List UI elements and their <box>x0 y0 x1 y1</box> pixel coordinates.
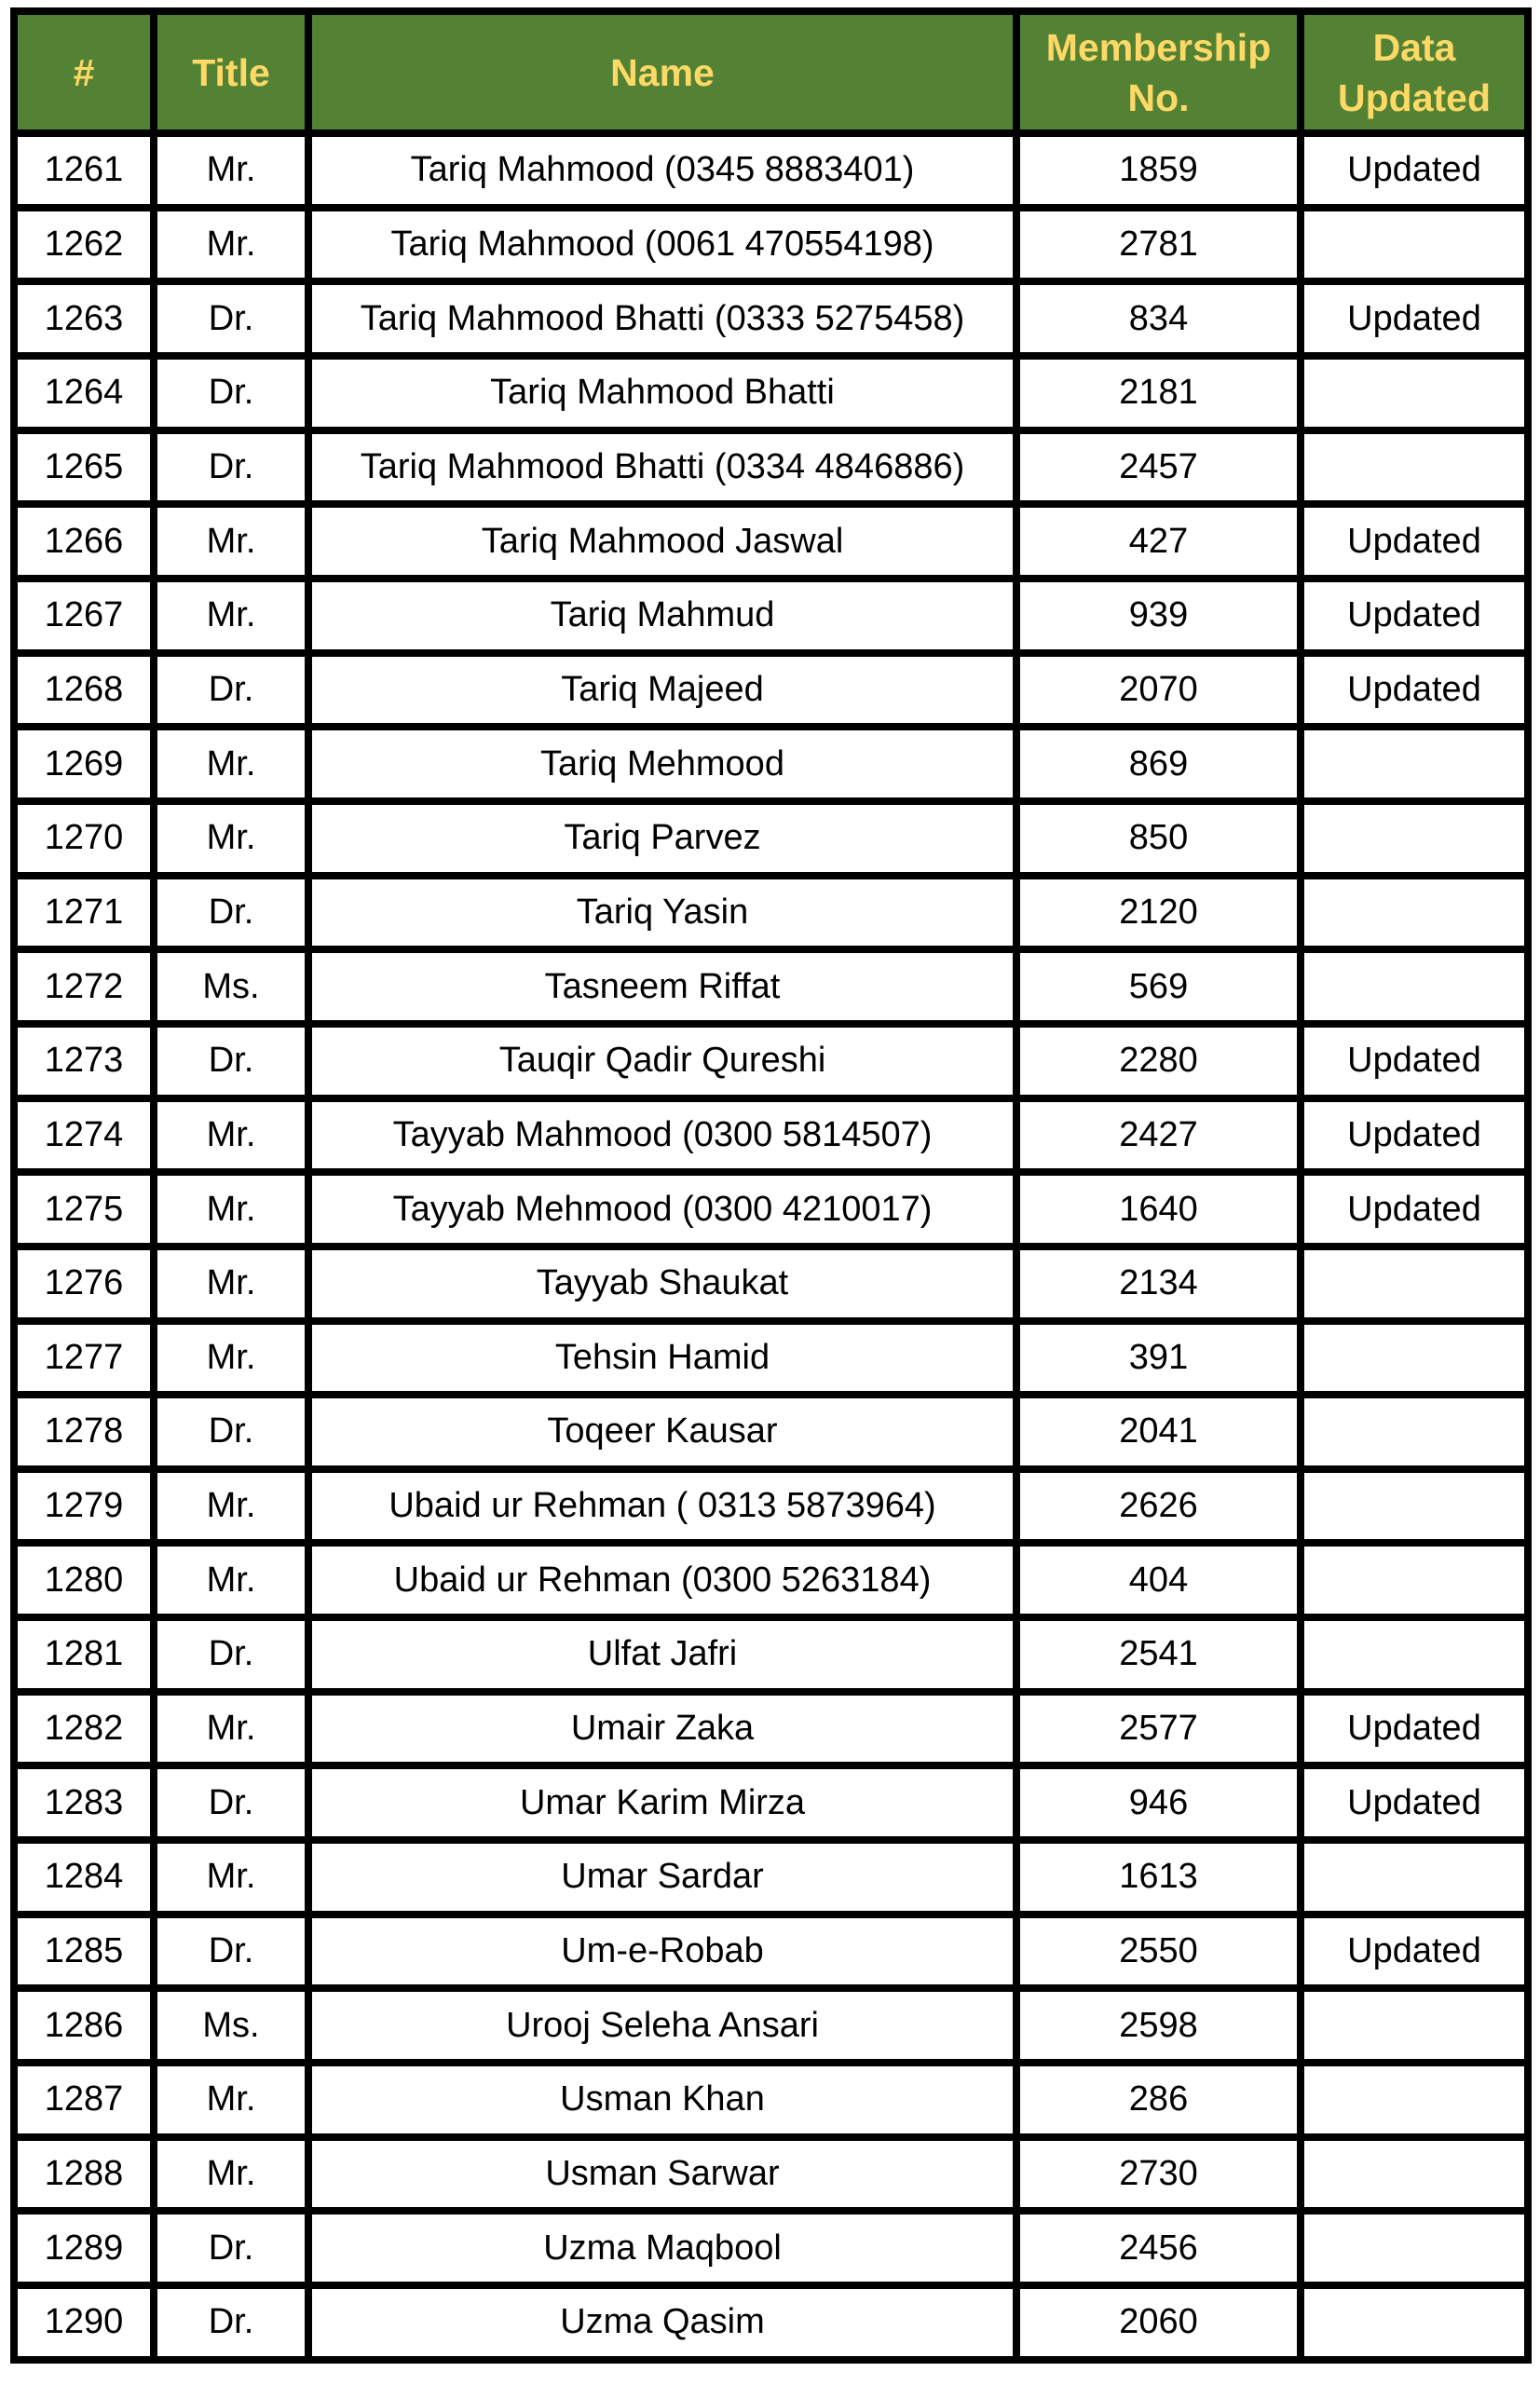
row-data-updated <box>1301 2137 1528 2212</box>
table-row <box>14 1098 1528 1173</box>
row-membership-no: 2598 <box>1016 1988 1301 2063</box>
row-name: Usman Khan <box>308 2063 1016 2137</box>
row-membership-no: 2457 <box>1016 430 1301 505</box>
table-row <box>14 1617 1528 1692</box>
row-number: 1262 <box>14 208 154 282</box>
row-membership-no: 2626 <box>1016 1469 1301 1544</box>
row-data-updated <box>1301 2211 1528 2285</box>
row-number: 1282 <box>14 1692 154 1766</box>
table-row <box>14 876 1528 950</box>
row-data-updated: Updated <box>1301 1172 1528 1247</box>
row-data-updated: Updated <box>1301 1915 1528 1989</box>
row-number: 1284 <box>14 1840 154 1915</box>
row-membership-no: 2280 <box>1016 1024 1301 1098</box>
row-membership-no: 404 <box>1016 1543 1301 1617</box>
row-data-updated <box>1301 801 1528 876</box>
row-title: Ms. <box>154 1988 308 2063</box>
table-row <box>14 801 1528 876</box>
header-updated-line2: Updated <box>1338 75 1491 119</box>
row-membership-no: 2060 <box>1016 2285 1301 2360</box>
row-number: 1279 <box>14 1469 154 1544</box>
row-name: Tasneem Riffat <box>308 949 1016 1024</box>
row-data-updated: Updated <box>1301 653 1528 728</box>
table-row <box>14 356 1528 430</box>
row-name: Umair Zaka <box>308 1692 1016 1766</box>
row-number: 1274 <box>14 1098 154 1173</box>
row-data-updated <box>1301 2063 1528 2137</box>
header-number <box>14 11 154 133</box>
table-row <box>14 2063 1528 2137</box>
row-name: Tariq Mahmood Jaswal <box>308 504 1016 579</box>
row-number: 1273 <box>14 1024 154 1098</box>
row-title: Dr. <box>154 1395 308 1469</box>
row-name: Tayyab Mehmood (0300 4210017) <box>308 1172 1016 1247</box>
table-row <box>14 727 1528 801</box>
row-number: 1269 <box>14 727 154 801</box>
row-title: Mr. <box>154 579 308 653</box>
row-data-updated <box>1301 430 1528 505</box>
header-name-label: Name <box>610 50 715 94</box>
row-title: Mr. <box>154 1543 308 1617</box>
row-data-updated: Updated <box>1301 133 1528 208</box>
row-number: 1283 <box>14 1765 154 1840</box>
row-title: Dr. <box>154 281 308 356</box>
row-title: Mr. <box>154 1840 308 1915</box>
row-name: Tariq Mahmood Bhatti (0334 4846886) <box>308 430 1016 505</box>
row-title: Mr. <box>154 208 308 282</box>
row-name: Tariq Mahmood (0061 470554198) <box>308 208 1016 282</box>
row-number: 1264 <box>14 356 154 430</box>
row-membership-no: 2781 <box>1016 208 1301 282</box>
row-data-updated <box>1301 208 1528 282</box>
header-number-label: # <box>73 50 95 94</box>
table-row <box>14 133 1528 208</box>
row-title: Mr. <box>154 1692 308 1766</box>
row-membership-no: 2730 <box>1016 2137 1301 2212</box>
row-membership-no: 2134 <box>1016 1247 1301 1321</box>
row-name: Tauqir Qadir Qureshi <box>308 1024 1016 1098</box>
table-body <box>14 133 1528 2360</box>
row-name: Umar Sardar <box>308 1840 1016 1915</box>
row-membership-no: 850 <box>1016 801 1301 876</box>
table-row <box>14 1395 1528 1469</box>
row-title: Dr. <box>154 1024 308 1098</box>
row-number: 1280 <box>14 1543 154 1617</box>
table-header <box>14 11 1528 133</box>
row-title: Mr. <box>154 1321 308 1396</box>
row-title: Mr. <box>154 1098 308 1173</box>
row-number: 1276 <box>14 1247 154 1321</box>
row-title: Mr. <box>154 801 308 876</box>
row-name: Tariq Mahmood Bhatti <box>308 356 1016 430</box>
row-membership-no: 1859 <box>1016 133 1301 208</box>
table-row <box>14 430 1528 505</box>
row-title: Dr. <box>154 2211 308 2285</box>
row-number: 1271 <box>14 876 154 950</box>
row-title: Mr. <box>154 504 308 579</box>
row-number: 1275 <box>14 1172 154 1247</box>
row-name: Uzma Maqbool <box>308 2211 1016 2285</box>
row-membership-no: 946 <box>1016 1765 1301 1840</box>
header-membership-line1: Membership <box>1045 25 1272 69</box>
members-table <box>10 7 1532 2364</box>
row-membership-no: 2181 <box>1016 356 1301 430</box>
table-row <box>14 1765 1528 1840</box>
row-membership-no: 2041 <box>1016 1395 1301 1469</box>
row-data-updated <box>1301 1988 1528 2063</box>
row-name: Ulfat Jafri <box>308 1617 1016 1692</box>
row-name: Urooj Seleha Ansari <box>308 1988 1016 2063</box>
row-number: 1270 <box>14 801 154 876</box>
row-data-updated <box>1301 949 1528 1024</box>
row-name: Tayyab Mahmood (0300 5814507) <box>308 1098 1016 1173</box>
row-data-updated <box>1301 1617 1528 1692</box>
header-row <box>14 11 1528 133</box>
row-membership-no: 2120 <box>1016 876 1301 950</box>
row-data-updated: Updated <box>1301 1098 1528 1173</box>
row-title: Mr. <box>154 2137 308 2212</box>
row-name: Tariq Mahmood Bhatti (0333 5275458) <box>308 281 1016 356</box>
header-membership-no <box>1016 11 1301 133</box>
row-membership-no: 1613 <box>1016 1840 1301 1915</box>
row-number: 1265 <box>14 430 154 505</box>
row-membership-no: 869 <box>1016 727 1301 801</box>
table-row <box>14 2285 1528 2360</box>
table-row <box>14 653 1528 728</box>
row-name: Uzma Qasim <box>308 2285 1016 2360</box>
row-number: 1266 <box>14 504 154 579</box>
row-number: 1272 <box>14 949 154 1024</box>
row-title: Dr. <box>154 2285 308 2360</box>
row-data-updated <box>1301 1469 1528 1544</box>
row-name: Um-e-Robab <box>308 1915 1016 1989</box>
row-name: Tariq Mahmud <box>308 579 1016 653</box>
row-number: 1278 <box>14 1395 154 1469</box>
row-number: 1268 <box>14 653 154 728</box>
row-number: 1285 <box>14 1915 154 1989</box>
row-data-updated <box>1301 1543 1528 1617</box>
row-name: Ubaid ur Rehman ( 0313 5873964) <box>308 1469 1016 1544</box>
row-data-updated <box>1301 1840 1528 1915</box>
row-data-updated: Updated <box>1301 1692 1528 1766</box>
row-name: Usman Sarwar <box>308 2137 1016 2212</box>
row-title: Mr. <box>154 1247 308 1321</box>
row-membership-no: 569 <box>1016 949 1301 1024</box>
row-title: Ms. <box>154 949 308 1024</box>
row-title: Dr. <box>154 430 308 505</box>
row-membership-no: 2577 <box>1016 1692 1301 1766</box>
row-membership-no: 2541 <box>1016 1617 1301 1692</box>
table-row <box>14 1915 1528 1989</box>
row-title: Mr. <box>154 2063 308 2137</box>
row-number: 1287 <box>14 2063 154 2137</box>
row-membership-no: 2070 <box>1016 653 1301 728</box>
table-row <box>14 1988 1528 2063</box>
row-data-updated <box>1301 727 1528 801</box>
row-title: Mr. <box>154 1172 308 1247</box>
row-membership-no: 834 <box>1016 281 1301 356</box>
row-title: Dr. <box>154 1915 308 1989</box>
row-name: Tehsin Hamid <box>308 1321 1016 1396</box>
row-data-updated <box>1301 876 1528 950</box>
row-data-updated <box>1301 2285 1528 2360</box>
row-data-updated <box>1301 1395 1528 1469</box>
row-title: Mr. <box>154 1469 308 1544</box>
row-membership-no: 2427 <box>1016 1098 1301 1173</box>
row-data-updated: Updated <box>1301 281 1528 356</box>
row-data-updated: Updated <box>1301 579 1528 653</box>
row-title: Mr. <box>154 727 308 801</box>
table-row <box>14 281 1528 356</box>
row-name: Tariq Majeed <box>308 653 1016 728</box>
table-row <box>14 1321 1528 1396</box>
header-updated-line1: Data <box>1372 25 1456 69</box>
row-name: Toqeer Kausar <box>308 1395 1016 1469</box>
row-membership-no: 427 <box>1016 504 1301 579</box>
row-name: Tariq Yasin <box>308 876 1016 950</box>
header-title <box>154 11 308 133</box>
header-membership-line2: No. <box>1127 75 1190 119</box>
header-name <box>308 11 1016 133</box>
row-membership-no: 2456 <box>1016 2211 1301 2285</box>
table-row <box>14 1543 1528 1617</box>
table-row <box>14 949 1528 1024</box>
table-row <box>14 1172 1528 1247</box>
row-number: 1290 <box>14 2285 154 2360</box>
row-name: Tayyab Shaukat <box>308 1247 1016 1321</box>
row-data-updated <box>1301 1247 1528 1321</box>
row-number: 1281 <box>14 1617 154 1692</box>
row-data-updated <box>1301 356 1528 430</box>
header-data-updated <box>1301 11 1528 133</box>
row-name: Tariq Mehmood <box>308 727 1016 801</box>
table-row <box>14 1840 1528 1915</box>
row-title: Dr. <box>154 876 308 950</box>
row-membership-no: 939 <box>1016 579 1301 653</box>
row-data-updated: Updated <box>1301 1024 1528 1098</box>
row-membership-no: 286 <box>1016 2063 1301 2137</box>
header-title-label: Title <box>192 50 270 94</box>
row-number: 1289 <box>14 2211 154 2285</box>
row-number: 1263 <box>14 281 154 356</box>
row-membership-no: 2550 <box>1016 1915 1301 1989</box>
table-row <box>14 1469 1528 1544</box>
row-title: Dr. <box>154 356 308 430</box>
members-table-container <box>10 7 1532 2364</box>
table-row <box>14 1024 1528 1098</box>
row-name: Ubaid ur Rehman (0300 5263184) <box>308 1543 1016 1617</box>
row-membership-no: 1640 <box>1016 1172 1301 1247</box>
table-row <box>14 2137 1528 2212</box>
row-number: 1286 <box>14 1988 154 2063</box>
row-data-updated: Updated <box>1301 504 1528 579</box>
table-row <box>14 1692 1528 1766</box>
row-data-updated <box>1301 1321 1528 1396</box>
row-name: Tariq Mahmood (0345 8883401) <box>308 133 1016 208</box>
row-name: Umar Karim Mirza <box>308 1765 1016 1840</box>
table-row <box>14 579 1528 653</box>
row-number: 1288 <box>14 2137 154 2212</box>
table-row <box>14 1247 1528 1321</box>
row-title: Mr. <box>154 133 308 208</box>
table-row <box>14 2211 1528 2285</box>
row-number: 1267 <box>14 579 154 653</box>
row-number: 1261 <box>14 133 154 208</box>
row-data-updated: Updated <box>1301 1765 1528 1840</box>
table-row <box>14 208 1528 282</box>
row-name: Tariq Parvez <box>308 801 1016 876</box>
table-row <box>14 504 1528 579</box>
row-number: 1277 <box>14 1321 154 1396</box>
row-title: Dr. <box>154 653 308 728</box>
row-title: Dr. <box>154 1765 308 1840</box>
row-membership-no: 391 <box>1016 1321 1301 1396</box>
row-title: Dr. <box>154 1617 308 1692</box>
